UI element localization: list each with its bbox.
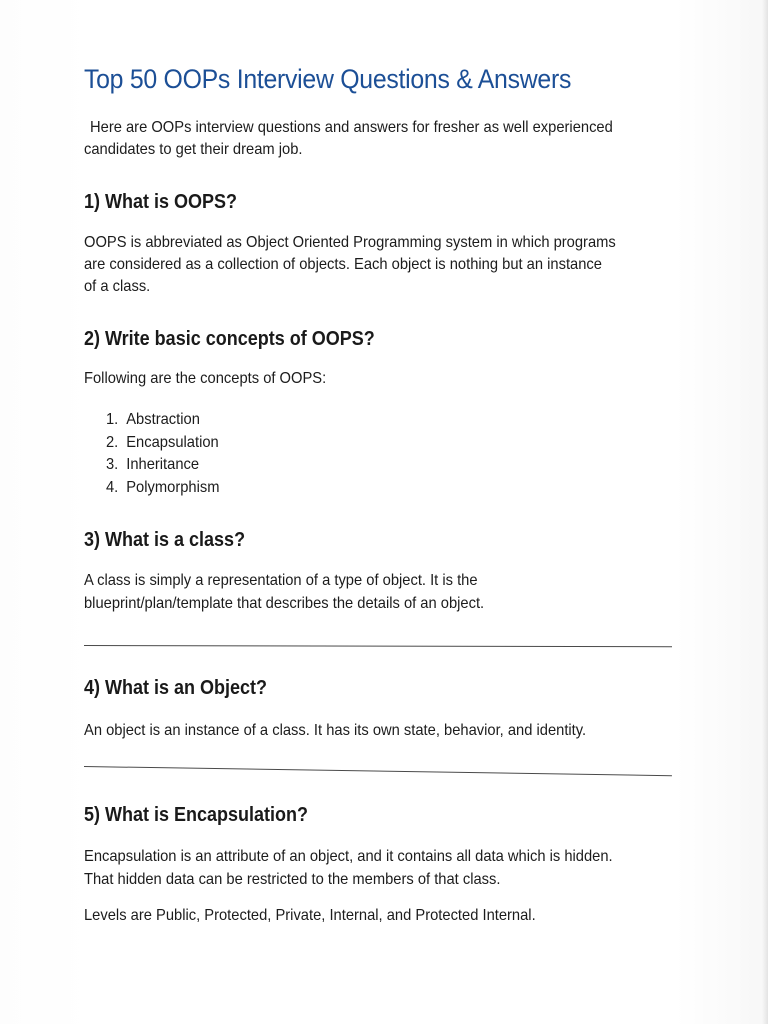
answer-1-line-1: OOPS is abbreviated as Object Oriented Programming system in which programs <box>84 234 616 251</box>
question-5-heading: 5) What is Encapsulation? <box>84 804 309 826</box>
list-item: 3. Inheritance <box>106 456 200 473</box>
intro-line-1: Here are OOPs interview questions and answers for fresher as well experienced <box>90 119 613 136</box>
list-item: 2. Encapsulation <box>106 433 219 451</box>
answer-5-line-2: That hidden data can be restricted to the members of that class. <box>84 871 501 888</box>
answer-1-line-2: are considered as a collection of objects. Each object is nothing but an instance <box>84 256 602 273</box>
question-4-heading: 4) What is an Object? <box>84 677 268 699</box>
answer-2-lead: Following are the concepts of OOPS: <box>84 370 327 387</box>
list-item: 4. Polymorphism <box>106 478 220 496</box>
concepts-list <box>106 409 229 499</box>
answer-3-line-2: blueprint/plan/template that describes the details of an object. <box>84 595 485 612</box>
intro-line-2: candidates to get their dream job. <box>84 141 303 158</box>
answer-1-line-3: of a class. <box>84 278 151 295</box>
answer-5-line-1: Encapsulation is an attribute of an object, and it contains all data which is hidden. <box>84 848 613 865</box>
question-1-heading: 1) What is OOPS? <box>84 191 238 213</box>
section-divider-2 <box>84 766 672 776</box>
section-divider-1 <box>84 645 672 647</box>
answer-5-levels: Levels are Public, Protected, Private, Internal, and Protected Internal. <box>84 907 536 924</box>
question-3-heading: 3) What is a class? <box>84 529 246 551</box>
page-edge-shadow <box>762 0 768 1024</box>
answer-4-line-1: An object is an instance of a class. It has its own state, behavior, and identity. <box>84 722 587 739</box>
list-item: 1. Abstraction <box>106 411 200 428</box>
page-title: Top 50 OOPs Interview Questions & Answers <box>84 64 572 94</box>
answer-3-line-1: A class is simply a representation of a type of object. It is the <box>84 572 478 589</box>
question-2-heading: 2) Write basic concepts of OOPS? <box>84 328 375 350</box>
